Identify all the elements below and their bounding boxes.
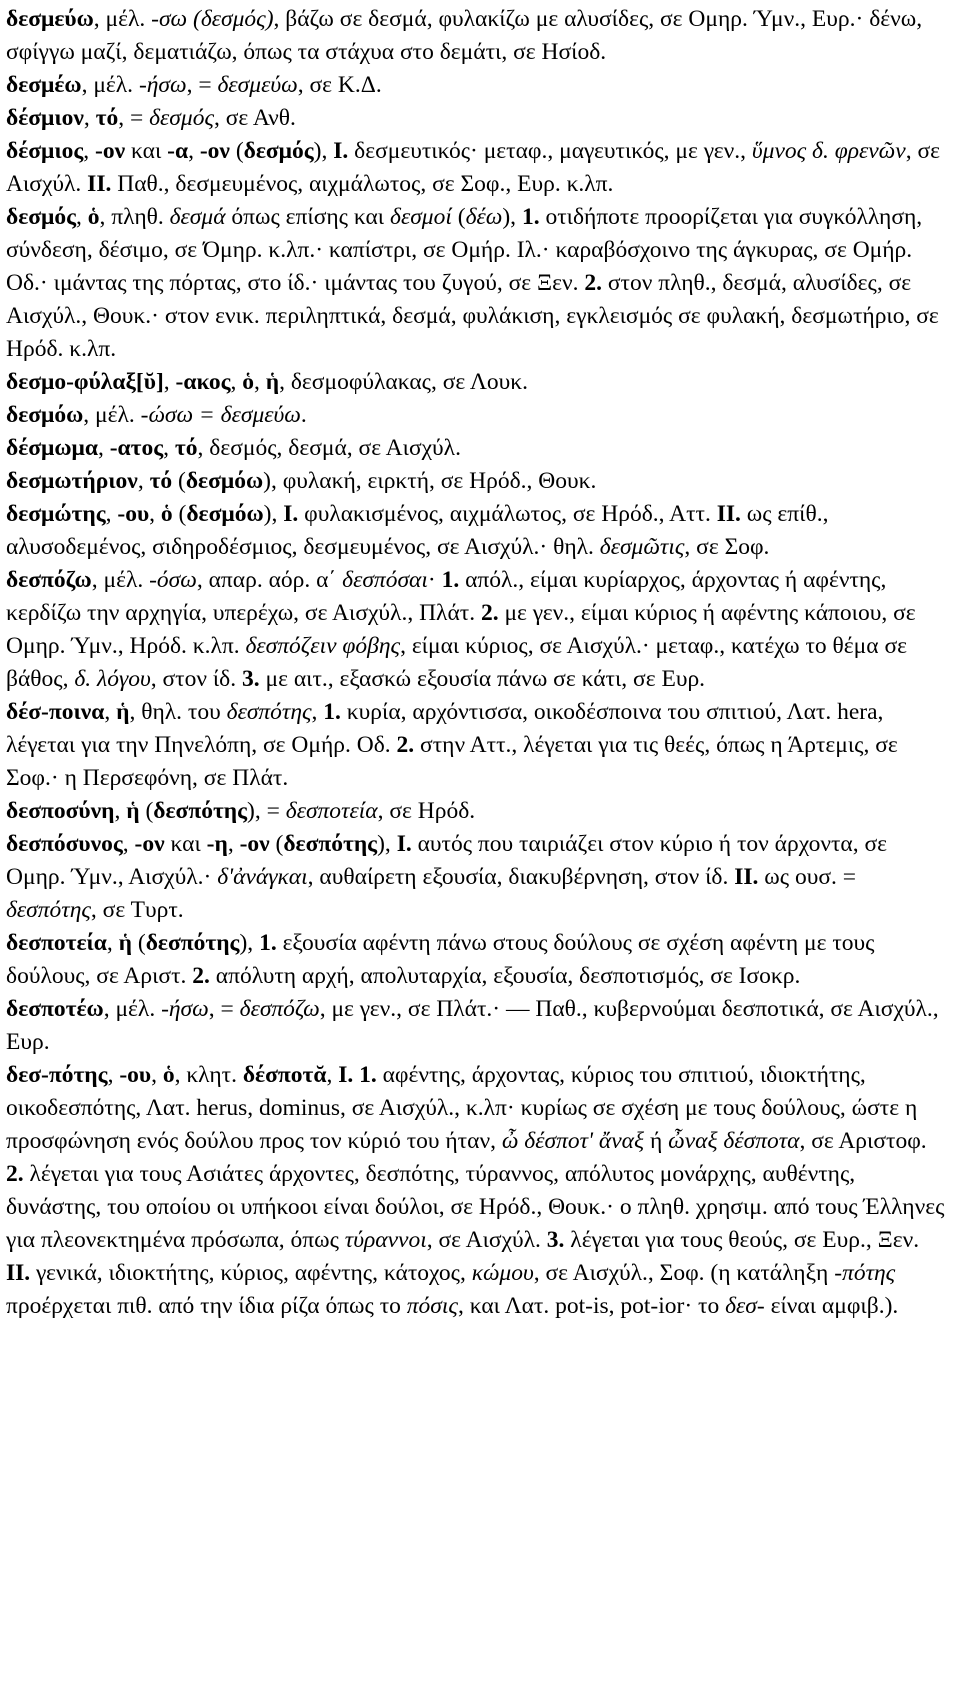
entry-text-segment: , σε Αισχύλ. <box>426 1227 547 1253</box>
entry-text-segment: εξουσία αφέντη πάνω στους δούλους σε σχέση αφέντη με τους δούλους, σε Αριστ. <box>6 930 875 989</box>
entry-text-segment: ὦναξ δέσποτα <box>668 1128 800 1154</box>
entry-text-segment: είναι αμφιβ.). <box>764 1293 899 1319</box>
entry-text-segment: -ον <box>239 831 270 857</box>
entry-text-segment: και <box>125 138 168 164</box>
entry-text-segment: ὦ δέσποτ' ἄναξ <box>501 1128 645 1154</box>
entry-text-segment: , <box>83 105 96 131</box>
dictionary-entry <box>6 927 946 993</box>
entry-headword: δεσμεύω <box>6 6 94 32</box>
dictionary-entry <box>6 399 946 432</box>
entry-text-segment: , σε Κ.Δ. <box>297 72 382 98</box>
entry-text-segment: με γεν., είμαι κύριος ή αφέντης κάποιου, σε Ομηρ. Ύμν., Ηρόδ. κ.λπ. <box>6 600 916 659</box>
entry-text-segment: ὕμνος δ. φρενῶν <box>751 138 906 164</box>
entry-text-segment: ), = <box>247 798 286 824</box>
entry-text-segment: , <box>106 930 119 956</box>
entry-text-segment: ( <box>451 204 466 230</box>
entry-text-segment: -ον <box>134 831 165 857</box>
entry-text-segment: -ήσω <box>138 72 187 98</box>
entry-text-segment: 3. <box>242 666 260 692</box>
entry-text-segment: , σε Σοφ. <box>684 534 770 560</box>
entry-text-segment: , μέλ. <box>81 72 139 98</box>
entry-text-segment: II. <box>87 171 112 197</box>
dictionary-entry <box>6 69 946 102</box>
entry-text-segment: -ατος <box>109 435 164 461</box>
entry-text-segment: γενικά, ιδιοκτήτης, κύριος, αφέντης, κάτοχος, <box>30 1260 472 1286</box>
entry-text-segment: , απαρ. αόρ. α΄ <box>196 567 343 593</box>
dictionary-entry <box>6 432 946 465</box>
entry-text-segment: ὁ <box>160 501 173 527</box>
entry-text-segment: , <box>97 435 110 461</box>
entry-text-segment: πόσις <box>406 1293 458 1319</box>
entry-text-segment: και <box>164 831 207 857</box>
entry-text-segment: -ον <box>199 138 230 164</box>
entry-text-segment: -α <box>167 138 189 164</box>
entry-text-segment: ), <box>239 930 260 956</box>
entry-text-segment: δεσμός <box>243 138 314 164</box>
entry-text-segment: δεσμοί <box>390 204 452 230</box>
entry-text-segment: κυρία, αρχόντισσα, οικοδέσποινα του σπιτιού, Λατ. hera, λέγεται για την Πηνελόπη, σε Ομήρ. Οδ. <box>6 699 884 758</box>
entry-text-segment: , δεσμοφύλακας, σε Λουκ. <box>279 369 528 395</box>
entry-text-segment: δέω <box>465 204 503 230</box>
entry-text-segment: προέρχεται πιθ. από την ίδια ρίζα όπως το <box>6 1293 407 1319</box>
entry-text-segment: δεσμευτικός· μεταφ., μαγευτικός, με γεν., <box>348 138 752 164</box>
entry-text-segment: , <box>311 699 324 725</box>
entry-text-segment: Παθ., δεσμευμένος, αιχμάλωτος, σε Σοφ., Ευρ. κ.λπ. <box>111 171 614 197</box>
entry-text-segment: ( <box>139 798 154 824</box>
entry-headword: δεσ-πότης <box>6 1062 108 1088</box>
entry-text-segment: -ον <box>95 138 126 164</box>
entry-text-segment: -πότης <box>834 1260 896 1286</box>
entry-text-segment: ἡ <box>118 930 133 956</box>
entry-text-segment: ( <box>132 930 146 956</box>
entry-text-segment: -ου <box>119 1062 152 1088</box>
entry-text-segment: , πληθ. <box>99 204 170 230</box>
entry-text-segment: οτιδήποτε προορίζεται για συγκόλληση, σύνδεση, δέσιμο, σε Όμηρ. κ.λπ.· καπίστρι, σε Ομήρ. Ιλ.· καραβόσχοινο της άγκυρας, σε Ομήρ. Οδ.· ιμάντας της πόρτας, στο ίδ.· ιμάντας του ζυγού, σε Ξεν. <box>6 204 923 296</box>
entry-text-segment: 1. <box>323 699 341 725</box>
entry-text-segment: , <box>230 369 243 395</box>
entry-text-segment: 2. <box>192 963 210 989</box>
entry-text-segment: I. <box>283 501 299 527</box>
entry-text-segment: ), <box>313 138 334 164</box>
entry-text-segment: 2. <box>396 732 415 758</box>
dictionary-entry <box>6 564 946 696</box>
entry-text-segment: II. <box>6 1260 31 1286</box>
entry-text-segment: δεσμεύω <box>217 72 298 98</box>
entry-text-segment: τό <box>174 435 198 461</box>
entry-text-segment: -όσω <box>149 567 197 593</box>
entry-text-segment: στην Αττ., λέγεται για τις θεές, όπως η Άρτεμις, σε Σοφ.· η Περσεφόνη, σε Πλάτ. <box>6 732 898 791</box>
entry-text-segment: , <box>104 699 117 725</box>
entry-text-segment: 2. <box>480 600 499 626</box>
entry-text-segment: δεσπότης <box>226 699 312 725</box>
entry-text-segment: αυτός που ταιριάζει στον κύριο ή τον άρχοντα, σε Ομηρ. Ύμν., Αισχύλ.· <box>6 831 888 890</box>
dictionary-entry <box>6 102 946 135</box>
entry-text-segment: , μέλ. <box>93 6 152 32</box>
entry-text-segment: δέσποτᾰ <box>242 1062 327 1088</box>
entry-headword: δέσμιος <box>6 138 84 164</box>
entry-text-segment: δεσμόω <box>185 468 264 494</box>
entry-headword: δέσμωμα <box>6 435 98 461</box>
entry-text-segment: δ. λόγου <box>74 666 151 692</box>
entry-text-segment: , <box>114 798 127 824</box>
entry-text-segment: , <box>83 138 96 164</box>
entry-text-segment: , <box>326 1062 339 1088</box>
dictionary-entry <box>6 3 946 69</box>
entry-text-segment: 2. <box>584 270 602 296</box>
entry-headword: δεσμωτήριον <box>6 468 138 494</box>
entry-text-segment: ), φυλακή, ειρκτή, σε Ηρόδ., Θουκ. <box>263 468 597 494</box>
dictionary-entry <box>6 201 946 366</box>
entry-text-segment: με αιτ., εξασκώ εξουσία πάνω σε κάτι, σε Ευρ. <box>259 666 706 692</box>
entry-text-segment: -σω (δεσμός) <box>151 6 274 32</box>
entry-text-segment: , μέλ. <box>83 402 141 428</box>
entry-text-segment: , <box>149 501 161 527</box>
entry-text-segment: , βάζω σε δεσμά, φυλακίζω με αλυσίδες, σε Ομηρ. Ύμν., Ευρ.· δένω, σφίγγω μαζί, δεματιάζω, όπως τα στάχυα στο δεμάτι, σε Ησίοδ. <box>6 6 923 65</box>
dictionary-entry <box>6 795 946 828</box>
entry-text-segment: , <box>254 369 266 395</box>
entry-text-segment: , μέλ. <box>103 996 162 1022</box>
entry-text-segment: δεσπόσαι <box>342 567 428 593</box>
entry-text-segment: , <box>163 369 176 395</box>
entry-text-segment: , <box>137 468 150 494</box>
entry-text-segment: δεσπόζω <box>239 996 320 1022</box>
entry-headword: δεσμώτης <box>6 501 106 527</box>
entry-headword: δεσποτεία <box>6 930 107 956</box>
entry-text-segment: , = <box>186 72 218 98</box>
entry-text-segment: τό <box>149 468 173 494</box>
dictionary-entry <box>6 135 946 201</box>
entry-text-segment: δεσπότης <box>6 897 91 923</box>
entry-text-segment: , <box>151 1062 163 1088</box>
entry-headword: δεσμέω <box>6 72 82 98</box>
entry-text-segment: ἡ <box>126 798 140 824</box>
entry-headword: δεσμός <box>6 204 77 230</box>
entry-text-segment: ( <box>172 468 186 494</box>
entry-text-segment: I. 1. <box>338 1062 377 1088</box>
entry-text-segment: , σε Ηρόδ. <box>377 798 476 824</box>
entry-text-segment: II. <box>716 501 741 527</box>
entry-text-segment: , <box>227 831 240 857</box>
entry-text-segment: , στον ίδ. <box>150 666 243 692</box>
entry-text-segment: -ώσω = δεσμεύω <box>140 402 301 428</box>
entry-text-segment: ως ουσ. = <box>758 864 857 890</box>
entry-text-segment: , σε Τυρτ. <box>90 897 184 923</box>
dictionary-entry <box>6 366 946 399</box>
dictionary-entry <box>6 993 946 1059</box>
entry-text-segment: δεσμά <box>169 204 226 230</box>
entry-text-segment: , και Λατ. pot-is, pot-ior· το <box>457 1293 726 1319</box>
entry-text-segment: δεσμός <box>149 105 214 131</box>
entry-text-segment: , θηλ. του <box>129 699 227 725</box>
entry-text-segment: , σε Αριστοφ. <box>799 1128 927 1154</box>
dictionary-entry <box>6 498 946 564</box>
entry-headword: δεσπόσυνος <box>6 831 123 857</box>
entry-text-segment: ἡ <box>265 369 280 395</box>
entry-headword: δεσμόω <box>6 402 84 428</box>
entry-text-segment: 1. <box>259 930 277 956</box>
entry-text-segment: , μέλ. <box>91 567 150 593</box>
entry-text-segment: , = <box>208 996 240 1022</box>
entry-text-segment: , σε Ανθ. <box>213 105 296 131</box>
entry-text-segment: ), <box>502 204 522 230</box>
entry-text-segment: , <box>122 831 135 857</box>
entry-text-segment: ως επίθ., αλυσοδεμένος, σιδηροδέσμιος, δεσμευμένος, σε Αισχύλ.· θηλ. <box>6 501 829 560</box>
entry-text-segment: ( <box>172 501 187 527</box>
entry-text-segment: ὁ <box>87 204 100 230</box>
entry-text-segment: δεσπότης <box>153 798 248 824</box>
dictionary-entry <box>6 696 946 795</box>
entry-text-segment: αφέντης, άρχοντας, κύριος του σπιτιού, ιδιοκτήτης, οικοδεσπότης, Λατ. herus, dominus, σε Αισχύλ., κ.λπ· κυρίως σε σχέση με τους δούλους, ώστε η προσφώνηση ενός δούλου προς τον κύριό του ήταν, <box>6 1062 918 1154</box>
entry-headword: δέσμιον <box>6 105 84 131</box>
entry-headword: δεσμο-φύλαξ[ῠ] <box>6 369 164 395</box>
entry-text-segment: δεσμῶτις <box>599 534 685 560</box>
entry-text-segment: -ήσω <box>161 996 209 1022</box>
entry-text-segment: δεσπόζειν φόβης <box>245 633 401 659</box>
entry-text-segment: φυλακισμένος, αιχμάλωτος, σε Ηρόδ., Αττ. <box>298 501 717 527</box>
entry-text-segment: κώμου <box>471 1260 534 1286</box>
entry-text-segment: I. <box>396 831 412 857</box>
entry-text-segment: II. <box>734 864 759 890</box>
entry-text-segment: . <box>300 402 307 428</box>
entry-text-segment: ), <box>377 831 397 857</box>
entry-text-segment: τό <box>95 105 119 131</box>
entry-text-segment: , <box>107 1062 120 1088</box>
entry-text-segment: , <box>188 138 200 164</box>
entry-text-segment: απόλ., είμαι κυρίαρχος, άρχοντας ή αφέντης, κερδίζω την αρχηγία, υπερέχω, σε Αισχύλ., Πλάτ. <box>6 567 887 626</box>
entry-text-segment: ὁ <box>242 369 254 395</box>
entry-text-segment: τύραννοι <box>344 1227 427 1253</box>
entry-headword: δεσποσύνη <box>6 798 115 824</box>
entry-text-segment: 2. <box>6 1161 24 1187</box>
entry-headword: δεσπόζω <box>6 567 92 593</box>
entry-text-segment: , σε Αισχύλ. <box>6 138 940 197</box>
entry-headword: δέσ-ποινα <box>6 699 105 725</box>
entry-text-segment: , <box>76 204 88 230</box>
entry-text-segment: δεσπότης <box>145 930 240 956</box>
entry-text-segment: δεσπότης <box>283 831 378 857</box>
entry-text-segment: ή <box>644 1128 669 1154</box>
entry-text-segment: λέγεται για τους θεούς, σε Ευρ., Ξεν. <box>564 1227 920 1253</box>
entry-text-segment: , <box>163 435 175 461</box>
entry-text-segment: , σε Αισχύλ., Σοφ. (η κατάληξη <box>533 1260 835 1286</box>
entry-text-segment: όπως επίσης και <box>225 204 391 230</box>
entry-text-segment: -η <box>206 831 228 857</box>
entry-text-segment: 3. <box>546 1227 565 1253</box>
entry-text-segment: ὁ <box>162 1062 175 1088</box>
entry-text-segment: , δεσμός, δεσμά, σε Αισχύλ. <box>197 435 461 461</box>
entry-text-segment: ἡ <box>116 699 130 725</box>
entry-text-segment: -ου <box>117 501 150 527</box>
entry-text-segment: I. <box>333 138 349 164</box>
entry-headword: δεσποτέω <box>6 996 104 1022</box>
entry-text-segment: απόλυτη αρχή, απολυταρχία, εξουσία, δεσποτισμός, σε Ισοκρ. <box>209 963 801 989</box>
entry-text-segment: ( <box>229 138 244 164</box>
entry-text-segment: δεσ- <box>725 1293 765 1319</box>
entry-text-segment: δ'ἀνάγκαι <box>217 864 308 890</box>
entry-text-segment: , αυθαίρετη εξουσία, διακυβέρνηση, στον ίδ. <box>307 864 735 890</box>
dictionary-entry <box>6 1059 946 1323</box>
entry-text-segment: 1. <box>521 204 540 230</box>
entry-text-segment: -ακος <box>175 369 231 395</box>
entry-text-segment: · <box>427 567 442 593</box>
entry-text-segment: , με γεν., σε Πλάτ.· — Παθ., κυβερνούμαι δεσποτικά, σε Αισχύλ., Ευρ. <box>6 996 939 1055</box>
entry-text-segment: , = <box>118 105 150 131</box>
entry-text-segment: 1. <box>441 567 460 593</box>
entry-text-segment: ), <box>263 501 284 527</box>
entry-text-segment: δεσμόω <box>186 501 264 527</box>
entry-text-segment: , <box>105 501 118 527</box>
entry-text-segment: , κλητ. <box>174 1062 243 1088</box>
dictionary-entry <box>6 465 946 498</box>
entry-text-segment: ( <box>269 831 284 857</box>
entry-text-segment: στον πληθ., δεσμά, αλυσίδες, σε Αισχύλ., Θουκ.· στον ενικ. περιληπτικά, δεσμά, φυλάκιση, εγκλεισμός σε φυλακή, δεσμωτήριο, σε Ηρόδ. κ.λπ. <box>6 270 939 362</box>
entry-text-segment: δεσποτεία <box>285 798 378 824</box>
entry-text-segment: λέγεται για τους Ασιάτες άρχοντες, δεσπότης, τύραννος, απόλυτος μονάρχης, αυθέντης, δυνάστης, του οποίου οι υπήκοοι είναι δούλοι, σε Ηρόδ., Θουκ.· ο πληθ. χρησιμ. από τους Έλληνες για πλεονεκτημένα πρόσωπα, όπως <box>6 1161 945 1253</box>
dictionary-entry <box>6 828 946 927</box>
entry-text-segment: , είμαι κύριος, σε Αισχύλ.· μεταφ., κατέχω το θέμα σε βάθος, <box>6 633 907 692</box>
